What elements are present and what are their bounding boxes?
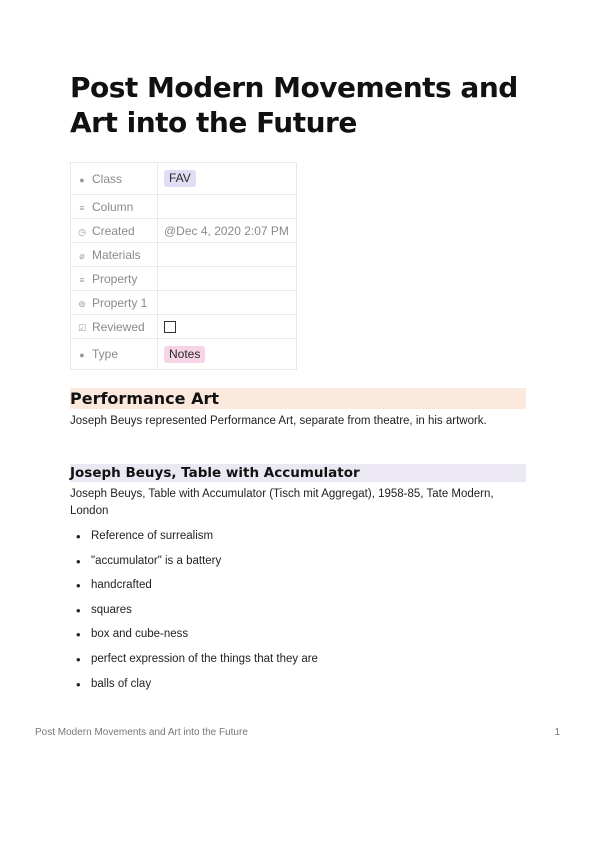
property-row-reviewed	[71, 315, 297, 339]
list-item: • "accumulator" is a battery	[76, 553, 222, 569]
property-row-created	[71, 219, 297, 243]
bullet-icon: •	[76, 627, 81, 643]
property-label: Column	[92, 199, 134, 214]
property-row-type	[71, 339, 297, 370]
column-value[interactable]	[158, 195, 297, 219]
list-item: • Reference of surrealism	[76, 529, 214, 544]
bullet-icon: •	[76, 553, 81, 569]
bullet-icon: •	[76, 578, 81, 594]
list-item: • squares	[76, 602, 132, 618]
property-row-materials	[71, 243, 297, 267]
list-item: • handcrafted	[76, 578, 152, 594]
materials-value[interactable]	[158, 243, 297, 267]
type-tag[interactable]: Notes	[164, 346, 205, 363]
property-label: Property	[92, 271, 138, 286]
created-value: @Dec 4, 2020 2:07 PM	[158, 219, 297, 243]
select-icon: ●	[79, 350, 85, 360]
property-label: Class	[92, 171, 123, 186]
bullet-list	[70, 528, 318, 700]
property-label: Materials	[92, 247, 141, 262]
text-icon: ≡	[79, 274, 85, 285]
bullet-icon: •	[76, 602, 81, 618]
list-item: • balls of clay	[76, 676, 152, 692]
property-row-column	[71, 195, 297, 219]
table-with-accumulator-paragraph: Joseph Beuys, Table with Accumulator (Tisch mit Aggregat), 1958-85, Tate Modern, London	[70, 488, 494, 517]
bullet-icon: •	[76, 651, 81, 667]
page-title: Post Modern Movements and Art into the Future	[70, 71, 518, 139]
class-tag[interactable]: FAV	[164, 170, 196, 187]
section-heading-performance-art: Performance Art	[70, 388, 526, 409]
bullet-icon: •	[76, 529, 81, 544]
property-label: Created	[92, 223, 135, 238]
page-number: 1	[554, 727, 560, 738]
property-row-property	[71, 267, 297, 291]
select-icon: ●	[79, 174, 85, 185]
property-row-class	[71, 163, 297, 195]
property-value[interactable]	[158, 267, 297, 291]
checkbox-icon: ☑	[77, 322, 87, 333]
property-label: Reviewed	[92, 319, 145, 334]
reviewed-checkbox[interactable]	[164, 321, 176, 333]
text-icon: ≡	[79, 202, 85, 213]
list-item: • perfect expression of the things that they are	[76, 651, 318, 667]
bullet-icon: •	[76, 676, 81, 692]
clock-icon: ◷	[78, 226, 86, 237]
performance-art-paragraph: Joseph Beuys represented Performance Art, separate from theatre, in his artwork.	[70, 415, 487, 427]
list-item: • box and cube-ness	[76, 627, 189, 643]
footer-title: Post Modern Movements and Art into the Future	[35, 727, 248, 738]
property-row-property-1	[71, 291, 297, 315]
paperclip-icon: ⌀	[79, 250, 85, 261]
link-icon: ⊚	[78, 298, 86, 309]
property-1-value[interactable]	[158, 291, 297, 315]
section-heading-table-with-accumulator: Joseph Beuys, Table with Accumulator	[70, 464, 526, 482]
property-label: Property 1	[92, 295, 148, 310]
property-label: Type	[92, 347, 119, 361]
properties-table	[70, 162, 297, 370]
